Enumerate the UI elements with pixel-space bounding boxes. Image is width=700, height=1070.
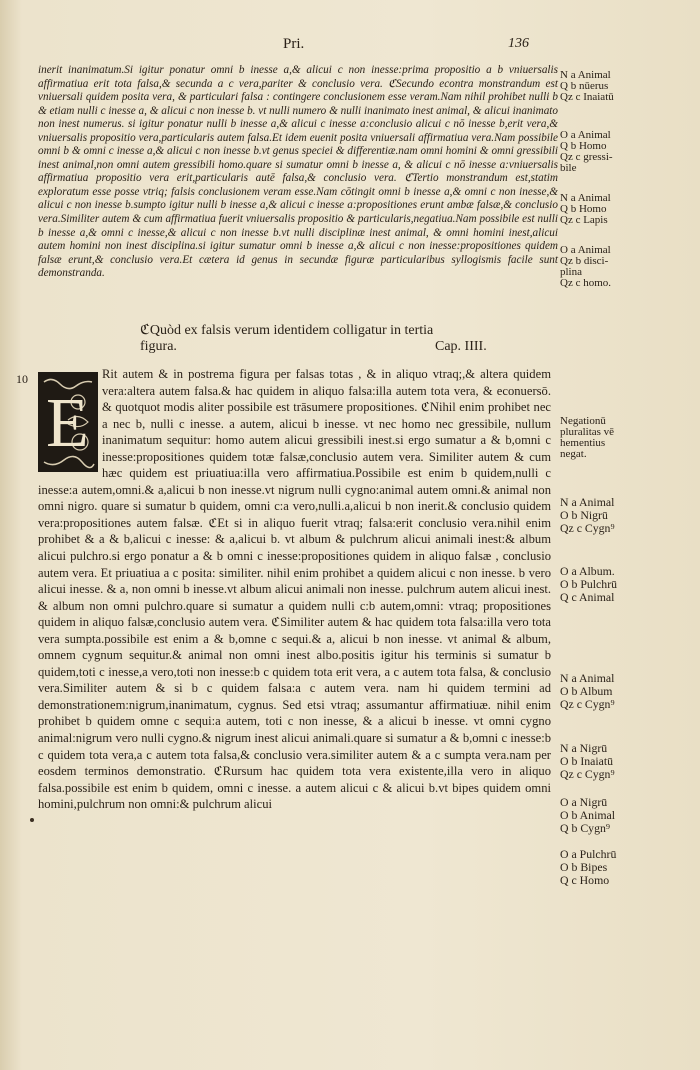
line-number: 10 [16,372,28,386]
margin-note-6: N a Animal O b Nigrū Qz c Cygn⁹ [560,495,615,535]
header-left: Pri. [283,36,305,52]
margin-note-8: N a Animal O b Album Qz c Cygn⁹ [560,671,615,711]
margin-note-7: O a Album. O b Pulchrū Q c Animal [560,564,618,604]
margin-note-2: O a Animal Q b Homo Qz c gressi- bile [560,129,613,174]
margin-note-9: N a Nigrū O b Inaiatū Qz c Cygn⁹ [560,741,615,781]
chapter-heading [140,323,540,355]
chapter-title-line-2: figura. [140,339,177,354]
ink-mark [30,818,34,822]
main-paragraph-block [38,366,551,813]
margin-note-11: O a Pulchrū O b Bipes Q c Homo [560,847,617,887]
upper-paragraph-block [38,64,558,281]
margin-note-5: Negationū pluralitas vē hementius negat. [560,415,615,460]
chapter-number: Cap. IIII. [435,339,487,354]
margin-note-4: O a Animal Qz b disci- plina Qz c homo. [560,244,612,289]
margin-note-3: N a Animal Q b Homo Qz c Lapis [560,192,611,226]
main-paragraph: Rit autem & in postrema figura per falsas totas , & in aliquo vtraq;,& altera quidem vera:altera autem falsa.& hac quidem in aliquo falsa:illa autem tota vera, & econuersō. & quotquot modis aliter possibile est trāsumere propositiones. ℭNihil enim prohibet nec a nec b, nulli c inesse. a autem, alicui b inesse. vt nec homo nec gressibile, nullum inanimatum sequitur: homo autem alicui gressibili inest.si ergo sumatur a & b,omni c inesse:propositiones quidem totæ falsæ,conclusio autem vera. Similiter autem & cum hæc quidem est priuatiua:illa vero affirmatiua.Possibile est enim b quidem,nulli c inesse:a autem,omni.& a,alicui b non inesse.vt nigrum nulli cygno:animal autem omni.& animal non omni nigro. quare si sumatur b quidem, omni c:a vero,nulli.a,alicui b non inerit.& conclusio quidem vera:propositiones autem falsæ. ℭEt si in aliquo fuerit vtraq; falsa:erit conclusio vera.nihil enim prohibet & a & b,alicui c inesse: & a,alicui b. vt album & pulchrum alicui animali inest:& album alicui pulchro.si ergo ponatur a & b omni c inesse:propositiones quidem in aliquo falsæ , conclusio autem vera. Et priuatiua a c posita: similiter. nihil enim prohibet a quidem alicui c non inesse. b vero alicui inesse. & a, non omni b inesse.vt album alicui animali non inesse. pulchrum autem alicui inest. & album non omni pulchro.quare si sumatur a quidem nulli c:b autem,omni: vtraq; propositiones quidem in aliquo falsæ,conclusio autem vera. ℭSimiliter autem & hac quidem tota falsa:illa vero tota vera sumpta.possibile est enim a & b,omne c sequi.& a, alicui b non inesse. vt animal & album, omnem cygnum sequitur.& animal non omni inest albo.positis igitur his terminis si sumatur b quidem,toti c inesse,a vero,toti non inesse:b c quidem tota erit vera, a c autem tota falsa, & conclusio vera.Similiter autem & si b c quidem falsa:a c autem vera. nam hi quidem termini ad demonstrationem:nigrum,inanimatum, cygnus. Sed etsi vtraq; assumantur affirmatiuæ. nihil enim prohibet b quidem omne c sequi:a autem, toti c non inesse, & a alicui b inesse. vt omni cygno animal:nigrum vero nulli cygno.& nigrum inest alicui animali.quare si sumatur a & b,omni c inesse:b c quidem tota vera,a c autem tota falsa,& conclusio vera.similiter autem & a c sumpta vera.nam per eosdem terminos demonstratio. ℭRursum hac quidem tota vera existente,illa vero in aliquo falsa.possibile est enim b quidem, omni c inesse. a autem alicui c & alicui b.vt bipes quidem omni homini,pulchrum non omni:& pulchrum alicui [38,367,551,812]
folio-number: 136 [508,36,529,51]
svg-text:E: E [46,385,89,462]
margin-note-10: O a Nigrū O b Animal Q b Cygn⁹ [560,795,616,835]
chapter-title-line-1: ℭQuòd ex falsis verum identidem colligatur in tertia [140,323,434,338]
margin-note-1: N a Animal Q b nūerus Qz c Inaiatū [560,69,614,103]
running-header [0,36,700,56]
upper-paragraph: inerit inanimatum.Si igitur ponatur omni b inesse a,& alicui c non inesse:prima propositio a b vniuersalis affirmatiua erit tota falsa,& secunda a c vera,pariter & conclusio vera. ℭSecundo econtra monstrandum est vniuersali quidem posita vera, & particulari falsa : contingere conclusionem esse veram.Nam nihil prohibet nulli b & etiam nulli c inesse a, & alicui c non inesse b. vt nulli numero & nulli inanimato inest animal, & alicui inanimato non inest numerus. si igitur ponatur nulli b inesse a,& alicui c inesse a:conclusio alicui c nō inesse b,erit vera,& vniuersalis propositio vera,particularis autem falsa.Et idem euenit posita vniuersali affirmatiua vera.Nam possibile omni b & omni c inesse a,& alicui c non inesse b.vt genus speciei & differentiæ.nam omni homini & omni gressibili inest animal,non omni autem gressibili homo.quare si sumatur omni b inesse a, & alicui c nō inesse a:vniuersalis affirmatiua propositio vera erit,particularis autē falsa,& conclusio vera. ℭTertio monstrandum est,statim exploratum esse posse vtriq; falsis conclusionem veram esse.Nam cōtingit omni b inesse a,& omni c non inesse,& alicui c non inesse b.sumpto igitur nulli b inesse a,& alicui c inesse a:propositiones erunt ambæ falsæ,& conclusio vera.Similiter autem & cum affirmatiua fuerit vniuersalis propositio & particularis,negatiua.Nam possibile est nulli b inesse a,& omni c inesse,& alicui c non inesse b.vt nulli disciplinæ inest animal, & omni homini inest,alicui autem homini non inest disciplina.si igitur sumatur omni b inesse a,& alicui c non inesse:propositiones quidem falsæ erunt,& conclusio vera.Et cætera id genus in secundæ figuræ particularibus syllogismis facile sunt demonstranda. [38,64,558,280]
